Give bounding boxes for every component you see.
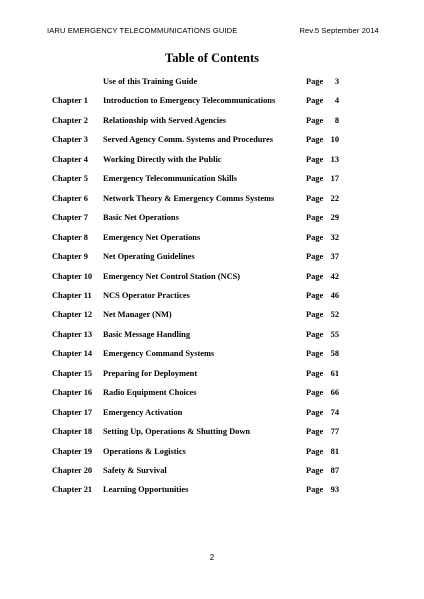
toc-chapter-number: Chapter 2 [52,115,88,125]
toc-page-label: Page [306,349,324,359]
toc-page-label: Page [306,290,324,300]
toc-chapter-number: Chapter 10 [52,271,93,281]
toc-chapter-number: Chapter 8 [52,232,88,242]
toc-page-number: 22 [330,193,339,203]
toc-entry[interactable] [0,232,424,244]
toc-page-number: 74 [330,407,339,417]
toc-entry[interactable] [0,193,424,205]
toc-chapter-number: Chapter 18 [52,427,93,437]
toc-chapter-title: Relationship with Served Agencies [103,115,227,125]
toc-entry[interactable] [0,368,424,380]
toc-chapter-number: Chapter 3 [52,135,88,145]
toc-page-number: 81 [330,446,339,456]
toc-chapter-title: Emergency Net Control Station (NCS) [103,271,241,281]
page-number: 2 [209,553,215,562]
toc-entry[interactable] [0,115,424,127]
toc-chapter-number: Chapter 19 [52,446,93,456]
toc-entry[interactable] [0,484,424,496]
toc-chapter-title: Basic Message Handling [103,329,191,339]
toc-chapter-title: Setting Up, Operations & Shutting Down [103,427,251,437]
toc-page-label: Page [306,446,324,456]
toc-chapter-title: Operations & Logistics [103,446,186,456]
toc-entry[interactable] [0,76,424,88]
toc-chapter-number: Chapter 20 [52,466,93,475]
toc-chapter-number: Chapter 4 [52,154,88,164]
toc-chapter-title: Emergency Telecommunication Skills [103,174,237,184]
toc-page-number: 77 [330,427,339,437]
toc-page-number: 61 [330,368,339,378]
toc-entry[interactable] [0,212,424,224]
toc-chapter-title: Working Directly with the Public [103,154,222,164]
toc-entry[interactable] [0,426,424,438]
toc-entry[interactable] [0,173,424,185]
toc-page-label: Page [306,407,324,417]
toc-page-number: 42 [330,271,339,281]
toc-chapter-title: Net Manager (NM) [103,310,172,320]
toc-page-label: Page [306,329,324,339]
toc-chapter-number: Chapter 13 [52,329,93,339]
toc-page-number: 46 [330,290,339,300]
toc-chapter-title: Learning Opportunities [103,485,189,495]
toc-page-label: Page [306,466,324,475]
toc-chapter-title: Network Theory & Emergency Comms Systems [103,193,275,203]
toc-entry[interactable] [0,446,424,458]
toc-chapter-title: Safety & Survival [103,466,167,475]
toc-chapter-title: Radio Equipment Choices [103,388,197,398]
toc-chapter-number: Chapter 11 [52,290,92,300]
toc-page-number: 87 [330,466,339,475]
toc-page-number: 55 [330,329,339,339]
page-title: Table of Contents [165,51,259,65]
toc-chapter-number: Chapter 14 [52,349,93,359]
toc-page-number: 32 [330,232,339,242]
toc-page-number: 52 [330,310,339,320]
toc-page-label: Page [306,154,324,164]
header-document-title: IARU EMERGENCY TELECOMMUNICATIONS GUIDE [47,26,238,35]
toc-chapter-number: Chapter 1 [52,96,88,106]
toc-page-label: Page [306,135,324,145]
toc-page-number: 37 [330,252,339,262]
toc-page-label: Page [306,232,324,242]
toc-page-label: Page [306,174,324,184]
toc-entry[interactable] [0,290,424,302]
header-revision: Rev.5 September 2014 [299,26,379,35]
toc-page-label: Page [306,213,324,223]
toc-entry[interactable] [0,465,424,477]
toc-entry[interactable] [0,271,424,283]
toc-entry[interactable] [0,134,424,146]
running-header [47,26,379,35]
toc-entry[interactable] [0,387,424,399]
toc-chapter-number: Chapter 5 [52,174,88,184]
toc-page-label: Page [306,115,324,125]
toc-entry[interactable] [0,95,424,107]
toc-page-number: 3 [334,77,339,86]
toc-page-label: Page [306,485,324,495]
toc-chapter-number: Chapter 21 [52,485,93,495]
toc-page-label: Page [306,388,324,398]
toc-chapter-title: Use of this Training Guide [103,77,198,86]
toc-page-number: 66 [330,388,339,398]
toc-page-number: 13 [330,154,339,164]
toc-entry[interactable] [0,309,424,321]
toc-entry[interactable] [0,154,424,166]
toc-entry[interactable] [0,329,424,341]
toc-page-label: Page [306,77,324,86]
toc-chapter-number: Chapter 12 [52,310,93,320]
toc-entry[interactable] [0,251,424,263]
toc-page-number: 4 [334,96,339,106]
toc-entry[interactable] [0,348,424,360]
toc-chapter-title: NCS Operator Practices [103,290,190,300]
toc-chapter-number: Chapter 16 [52,388,93,398]
toc-page-label: Page [306,368,324,378]
toc-chapter-number: Chapter 9 [52,252,88,262]
toc-page-number: 10 [330,135,339,145]
toc-chapter-number: Chapter 15 [52,368,93,378]
toc-chapter-number: Chapter 17 [52,407,93,417]
toc-entry[interactable] [0,407,424,419]
toc-page-number: 17 [330,174,339,184]
toc-page-label: Page [306,96,324,106]
toc-page-label: Page [306,427,324,437]
toc-chapter-title: Net Operating Guidelines [103,252,195,262]
toc-chapter-title: Emergency Activation [103,407,183,417]
toc-chapter-title: Served Agency Comm. Systems and Procedures [103,135,273,145]
toc-chapter-title: Basic Net Operations [103,213,179,223]
toc-page-label: Page [306,271,324,281]
toc-page-label: Page [306,193,324,203]
toc-chapter-title: Introduction to Emergency Telecommunications [103,96,276,106]
toc-chapter-title: Preparing for Deployment [103,368,198,378]
toc-chapter-number: Chapter 7 [52,213,88,223]
toc-page-label: Page [306,310,324,320]
toc-chapter-title: Emergency Net Operations [103,232,201,242]
toc-page-number: 58 [330,349,339,359]
toc-page-number: 29 [330,213,339,223]
toc-chapter-number: Chapter 6 [52,193,88,203]
toc-page-number: 8 [334,115,339,125]
toc-chapter-title: Emergency Command Systems [103,349,215,359]
toc-page-label: Page [306,252,324,262]
toc-page-number: 93 [330,485,339,495]
